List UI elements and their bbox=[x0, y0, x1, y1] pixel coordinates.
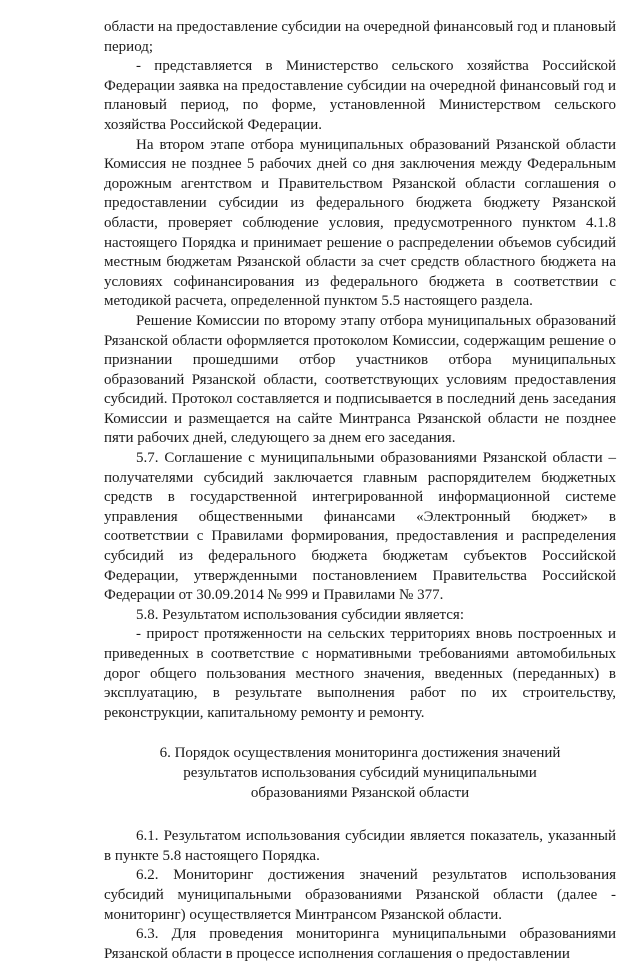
paragraph-5-7: 5.7. Соглашение с муниципальными образованиями Рязанской области – получателями субсидий заключается главным распорядителем бюджетных средств в государственной интегрированной информационной системе управления общественными финансами «Электронный бюджет» в соответствии с Правилами формирования, предоставления и распределения субсидий из федерального бюджета бюджетам субъектов Российской Федерации, утвержденными постановлением Правительства Российской Федерации от 30.09.2014 № 999 и Правилами № 377. bbox=[104, 450, 616, 604]
paragraph-6-1: 6.1. Результатом использования субсидии является показатель, указанный в пункте 5.8 настоящего Порядка. bbox=[104, 828, 616, 864]
paragraph-6-2: 6.2. Мониторинг достижения значений результатов использования субсидий муниципальными образованиями Рязанской области (далее - мониторинг) осуществляется Минтрансом Рязанской области. bbox=[104, 867, 616, 923]
paragraph-commission-decision: Решение Комиссии по второму этапу отбора муниципальных образований Рязанской области оформляется протоколом Комиссии, содержащим решение о признании прошедшими отбор участников отбора муниципальных образований Рязанской области, соответствующих условиям предоставления субсидий. Протокол составляется и подписывается в последний день заседания Комиссии и размещается на сайте Минтранса Рязанской области не позднее пяти рабочих дней, следующего за днем его заседания. bbox=[104, 312, 616, 447]
paragraph-5-8: 5.8. Результатом использования субсидии является: bbox=[136, 606, 464, 623]
paragraph-6-3: 6.3. Для проведения мониторинга муниципальными образованиями Рязанской области в процессе исполнения соглашения о предоставлении bbox=[104, 926, 616, 962]
paragraph-second-stage: На втором этапе отбора муниципальных образований Рязанской области Комиссия не позднее 5 рабочих дней со дня заключения между Федеральным дорожным агентством и Правительством Рязанской области соглашения о предоставлении субсидии из федерального бюджета бюджету Рязанской области, проверяет соблюдение условия, предусмотренного пунктом 4.1.8 настоящего Порядка и принимает решение о распределении объемов субсидий местным бюджетам Рязанской области за счет средств областного бюджета на условиях софинансирования из федерального бюджета в соответствии с методикой расчета, определенной пунктом 5.5 настоящего раздела. bbox=[104, 136, 616, 310]
paragraph-list-item: - представляется в Министерство сельского хозяйства Российской Федерации заявка на предоставление субсидии на очередной финансовый год и плановый период, по форме, установленной Министерством сельского хозяйства Российской Федерации. bbox=[104, 58, 616, 133]
section-heading-6 bbox=[104, 744, 616, 803]
heading-line-1: 6. Порядок осуществления мониторинга достижения значений bbox=[159, 745, 561, 762]
paragraph-5-8-item: - прирост протяженности на сельских территориях вновь построенных и приведенных в соответствие с нормативными требованиями автомобильных дорог общего пользования местного значения, введенных (переданных) в эксплуатацию, в результате выполнения работ по их строительству, реконструкции, капитальному ремонту и ремонту. bbox=[104, 626, 616, 721]
heading-line-2: результатов использования субсидий муниципальными bbox=[183, 764, 537, 781]
heading-line-3: образованиями Рязанской области bbox=[250, 784, 470, 801]
paragraph-continuation: области на предоставление субсидии на очередной финансовый год и плановый период; bbox=[104, 19, 616, 55]
